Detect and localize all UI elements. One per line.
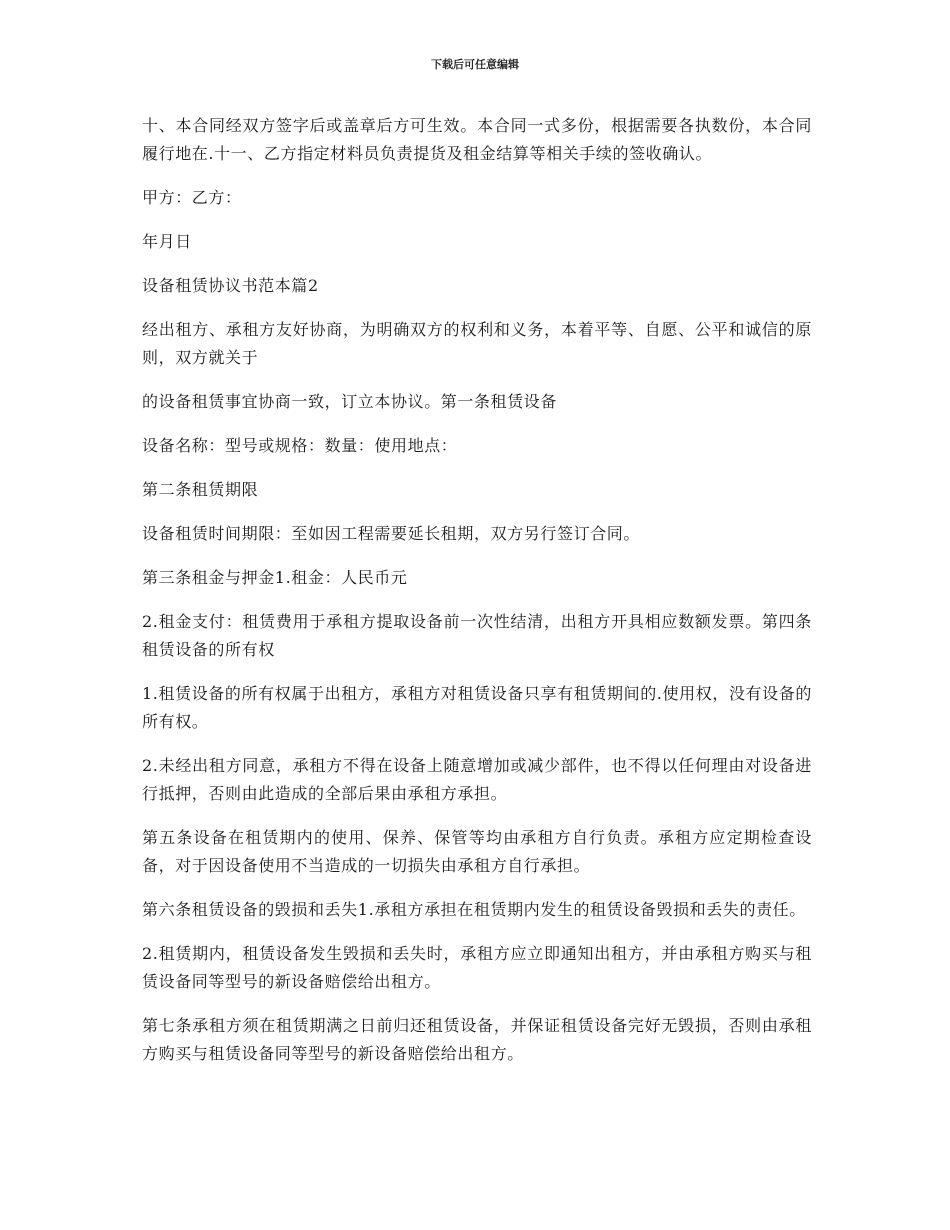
paragraph-preamble: 经出租方、承租方友好协商，为明确双方的权利和义务，本着平等、自愿、公平和诚信的原则，双方就关于 <box>142 320 812 367</box>
paragraph-rent-payment: 2.租金支付：租赁费用于承租方提取设备前一次性结清，出租方开具相应数额发票。第四条租赁设备的所有权 <box>142 612 812 659</box>
paragraph-signatures: 甲方：乙方： <box>142 188 242 207</box>
paragraph-damage-loss: 2.租赁期内，租赁设备发生毁损和丢失时，承租方应立即通知出租方，并由承租方购买与租赁设备同等型号的新设备赔偿给出租方。 <box>142 944 812 991</box>
document-body <box>142 112 812 1084</box>
paragraph-article-6: 第六条租赁设备的毁损和丢失1.承租方承担在租赁期内发生的租赁设备毁损和丢失的责任。 <box>142 900 806 919</box>
paragraph-article-1: 的设备租赁事宜协商一致，订立本协议。第一条租赁设备 <box>142 392 558 411</box>
paragraph-article-3: 第三条租金与押金1.租金：人民币元 <box>142 568 408 587</box>
paragraph-ownership-1: 1.租赁设备的所有权属于出租方，承租方对租赁设备只享有租赁期间的.使用权，没有设备的所有权。 <box>142 684 812 731</box>
paragraph-equipment-details: 设备名称：型号或规格：数量：使用地点： <box>142 436 458 455</box>
paragraph-article-2-title: 第二条租赁期限 <box>142 480 259 499</box>
paragraph-ownership-2: 2.未经出租方同意，承租方不得在设备上随意增加或减少部件，也不得以任何理由对设备进行抵押，否则由此造成的全部后果由承租方承担。 <box>142 756 812 803</box>
paragraph-article-7: 第七条承租方须在租赁期满之日前归还租赁设备，并保证租赁设备完好无毁损，否则由承租方购买与租赁设备同等型号的新设备赔偿给出租方。 <box>142 1016 812 1063</box>
paragraph-clause-10-11: 十、本合同经双方签字后或盖章后方可生效。本合同一式多份，根据需要各执数份，本合同履行地在.十一、乙方指定材料员负责提货及租金结算等相关手续的签收确认。 <box>142 116 812 163</box>
paragraph-article-5: 第五条设备在租赁期内的使用、保养、保管等均由承租方自行负责。承租方应定期检查设备，对于因设备使用不当造成的一切损失由承租方自行承担。 <box>142 828 812 875</box>
paragraph-date: 年月日 <box>142 232 192 251</box>
section-title: 设备租赁协议书范本篇2 <box>142 276 319 295</box>
page-header: 下载后可任意编辑 <box>431 58 519 71</box>
paragraph-lease-term: 设备租赁时间期限：至如因工程需要延长租期，双方另行签订合同。 <box>142 524 641 543</box>
